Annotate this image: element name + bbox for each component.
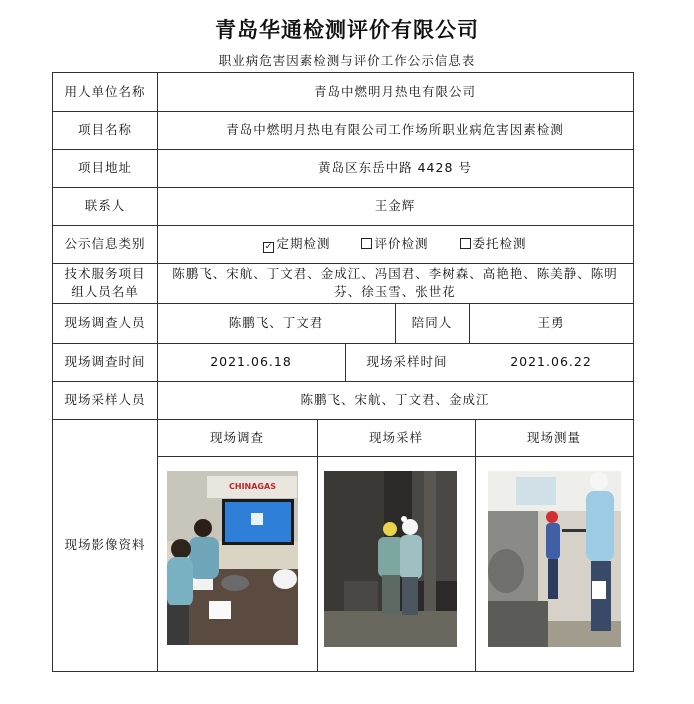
option-label: 定期检测 xyxy=(276,236,331,251)
sampling-staff-label: 现场采样人员 xyxy=(64,392,146,407)
photo-site-measuring xyxy=(488,471,621,647)
contact-value: 王金辉 xyxy=(374,198,416,213)
escort-value: 王勇 xyxy=(537,315,565,330)
employer-value: 青岛中燃明月热电有限公司 xyxy=(313,84,476,99)
survey-staff-value: 陈鹏飞、丁文君 xyxy=(228,315,324,330)
sampling-time-value: 2021.06.22 xyxy=(510,354,592,369)
form-subtitle: 职业病危害因素检测与评价工作公示信息表 xyxy=(218,53,476,68)
option-label: 委托检测 xyxy=(472,236,527,251)
survey-time-label: 现场调查时间 xyxy=(64,354,146,369)
team-label xyxy=(53,263,157,303)
category-options xyxy=(157,225,633,263)
project-value: 青岛中燃明月热电有限公司工作场所职业病危害因素检测 xyxy=(226,122,564,137)
checkbox-empty-icon[interactable] xyxy=(361,238,372,249)
checkbox-empty-icon[interactable] xyxy=(460,238,471,249)
address-value: 黄岛区东岳中路 4428 号 xyxy=(318,160,472,175)
address-label: 项目地址 xyxy=(77,160,132,175)
option-label: 评价检测 xyxy=(374,236,429,251)
media-header-measuring: 现场测量 xyxy=(526,429,581,445)
media-header-survey: 现场调查 xyxy=(209,429,264,445)
contact-label: 联系人 xyxy=(84,198,126,213)
info-table xyxy=(52,72,634,672)
sampling-time-label: 现场采样时间 xyxy=(366,354,448,369)
photo-site-survey xyxy=(167,471,298,645)
team-label-line2: 组人员名单 xyxy=(71,284,139,299)
escort-label: 陪同人 xyxy=(411,315,453,330)
team-label-line1: 技术服务项目 xyxy=(64,266,146,281)
survey-time-value: 2021.06.18 xyxy=(210,354,292,369)
employer-label: 用人单位名称 xyxy=(64,84,146,99)
photo-site-sampling xyxy=(324,471,457,647)
media-label: 现场影像资料 xyxy=(64,537,146,552)
category-label: 公示信息类别 xyxy=(64,236,146,251)
checkbox-checked-icon[interactable]: ✓ xyxy=(264,242,274,252)
media-header-sampling: 现场采样 xyxy=(368,429,423,445)
option-evaluation[interactable] xyxy=(361,235,428,253)
sampling-staff-value: 陈鹏飞、宋航、丁文君、金成江 xyxy=(300,392,490,407)
option-periodic[interactable] xyxy=(263,235,330,253)
survey-staff-label: 现场调查人员 xyxy=(64,315,146,330)
company-title: 青岛华通检测评价有限公司 xyxy=(215,18,479,42)
photo-sign-text: CHINAGAS xyxy=(229,482,276,491)
option-entrusted[interactable] xyxy=(460,235,527,253)
team-value: 陈鹏飞、宋航、丁文君、金成江、冯国君、李树森、高艳艳、陈美静、陈明芬、徐玉雪、张世花 xyxy=(172,266,618,299)
project-label: 项目名称 xyxy=(77,122,132,137)
